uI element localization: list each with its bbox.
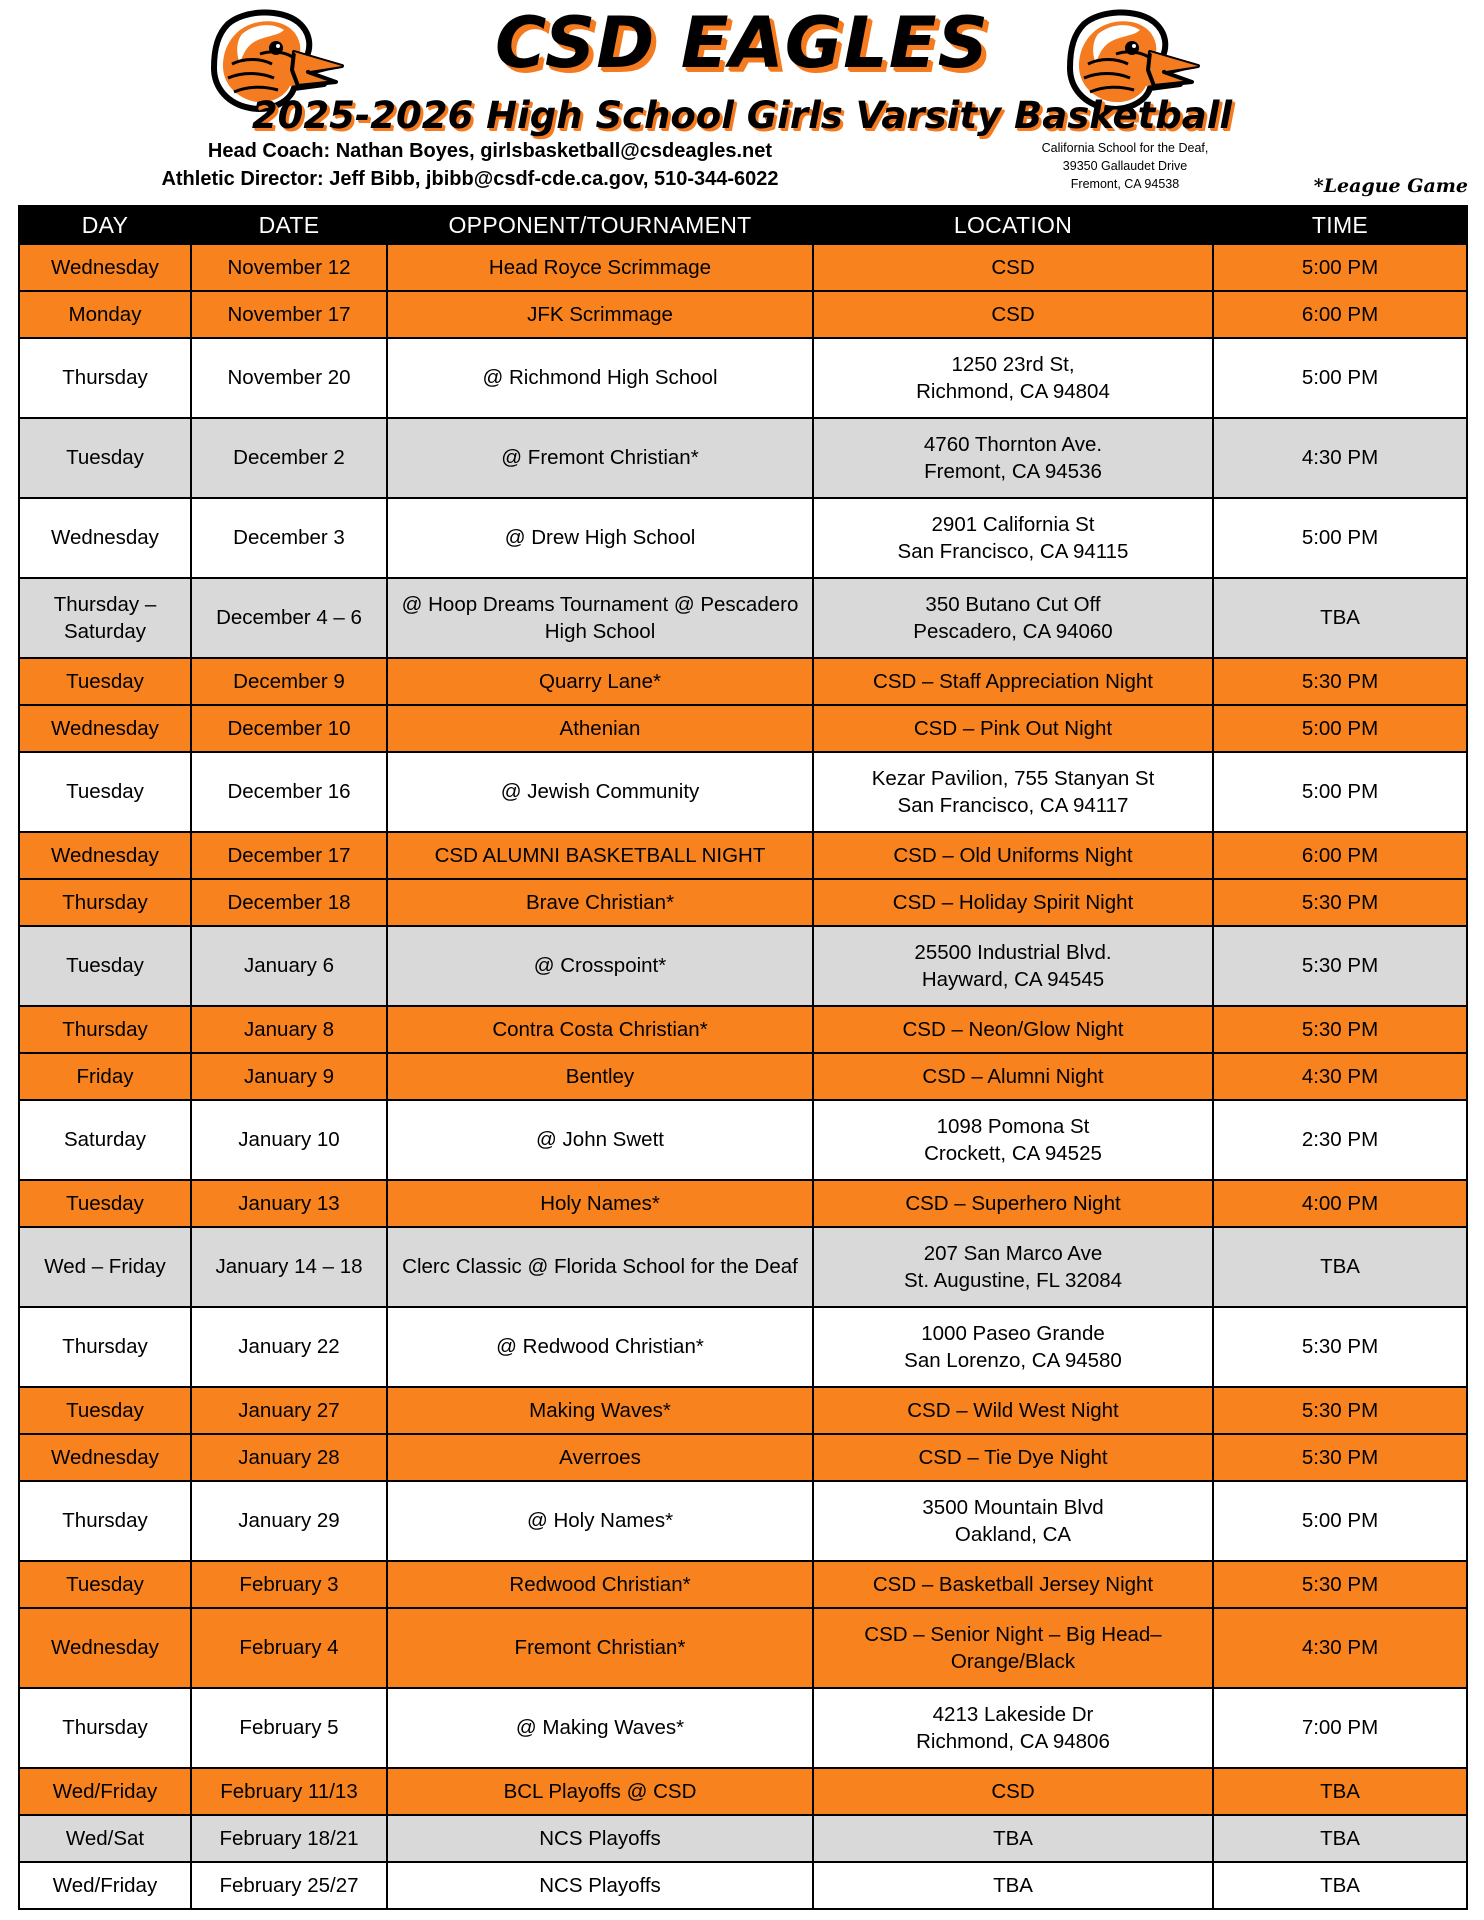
game-day-cell: Thursday — [19, 1006, 191, 1053]
game-location-cell: 1098 Pomona St Crockett, CA 94525 — [813, 1100, 1213, 1180]
game-date-cell: December 4 – 6 — [191, 578, 387, 658]
game-opponent-cell: @ Richmond High School — [387, 338, 813, 418]
game-location-cell: 350 Butano Cut Off Pescadero, CA 94060 — [813, 578, 1213, 658]
game-day-cell: Wed/Sat — [19, 1815, 191, 1862]
game-location-cell: CSD – Staff Appreciation Night — [813, 658, 1213, 705]
game-opponent-cell: Clerc Classic @ Florida School for the Deaf — [387, 1227, 813, 1307]
game-date-cell: January 10 — [191, 1100, 387, 1180]
game-location-cell: 1000 Paseo Grande San Lorenzo, CA 94580 — [813, 1307, 1213, 1387]
athletic-director-contact: Athletic Director: Jeff Bibb, jbibb@csdf-cde.ca.gov, 510-344-6022 — [161, 168, 779, 190]
game-date-cell: January 9 — [191, 1053, 387, 1100]
game-time-cell: 5:30 PM — [1213, 1387, 1467, 1434]
table-row — [19, 1053, 1467, 1100]
table-row — [19, 658, 1467, 705]
game-opponent-cell: Fremont Christian* — [387, 1608, 813, 1688]
table-row — [19, 1100, 1467, 1180]
game-opponent-cell: Holy Names* — [387, 1180, 813, 1227]
game-time-cell: 4:00 PM — [1213, 1180, 1467, 1227]
game-date-cell: December 9 — [191, 658, 387, 705]
column-header-day: DAY — [19, 206, 191, 244]
game-time-cell: 5:30 PM — [1213, 1434, 1467, 1481]
game-date-cell: January 22 — [191, 1307, 387, 1387]
game-location-cell: CSD – Tie Dye Night — [813, 1434, 1213, 1481]
game-time-cell: 5:30 PM — [1213, 1307, 1467, 1387]
table-row — [19, 418, 1467, 498]
game-date-cell: January 27 — [191, 1387, 387, 1434]
game-day-cell: Wednesday — [19, 498, 191, 578]
game-day-cell: Tuesday — [19, 1387, 191, 1434]
game-location-cell: TBA — [813, 1862, 1213, 1909]
game-date-cell: February 4 — [191, 1608, 387, 1688]
game-date-cell: December 18 — [191, 879, 387, 926]
table-head — [19, 206, 1467, 244]
table-row — [19, 1608, 1467, 1688]
game-location-cell: 4760 Thornton Ave. Fremont, CA 94536 — [813, 418, 1213, 498]
game-time-cell: 4:30 PM — [1213, 418, 1467, 498]
head-coach-contact: Head Coach: Nathan Boyes, girlsbasketball@csdeagles.net — [207, 140, 773, 162]
game-day-cell: Wednesday — [19, 1434, 191, 1481]
game-location-cell: 207 San Marco Ave St. Augustine, FL 32084 — [813, 1227, 1213, 1307]
table-row — [19, 1307, 1467, 1387]
game-date-cell: February 5 — [191, 1688, 387, 1768]
game-opponent-cell: CSD ALUMNI BASKETBALL NIGHT — [387, 832, 813, 879]
game-location-cell: CSD – Wild West Night — [813, 1387, 1213, 1434]
table-row — [19, 1180, 1467, 1227]
game-location-cell: TBA — [813, 1815, 1213, 1862]
game-time-cell: 5:30 PM — [1213, 658, 1467, 705]
game-location-cell: CSD – Basketball Jersey Night — [813, 1561, 1213, 1608]
game-day-cell: Tuesday — [19, 658, 191, 705]
game-time-cell: 2:30 PM — [1213, 1100, 1467, 1180]
season-title: 2025-2026 High School Girls Varsity Basketball — [251, 94, 1233, 137]
game-time-cell: 7:00 PM — [1213, 1688, 1467, 1768]
game-opponent-cell: @ Holy Names* — [387, 1481, 813, 1561]
game-location-cell: CSD – Senior Night – Big Head–Orange/Black — [813, 1608, 1213, 1688]
game-time-cell: 5:00 PM — [1213, 1481, 1467, 1561]
game-opponent-cell: @ Crosspoint* — [387, 926, 813, 1006]
game-time-cell: 5:30 PM — [1213, 1561, 1467, 1608]
column-header-opponent: OPPONENT/TOURNAMENT — [387, 206, 813, 244]
table-row — [19, 1434, 1467, 1481]
table-row — [19, 1387, 1467, 1434]
game-opponent-cell: @ Redwood Christian* — [387, 1307, 813, 1387]
table-row — [19, 705, 1467, 752]
game-date-cell: February 25/27 — [191, 1862, 387, 1909]
table-row — [19, 832, 1467, 879]
column-header-location: LOCATION — [813, 206, 1213, 244]
game-opponent-cell: Athenian — [387, 705, 813, 752]
game-opponent-cell: JFK Scrimmage — [387, 291, 813, 338]
game-location-cell: CSD – Superhero Night — [813, 1180, 1213, 1227]
game-day-cell: Wednesday — [19, 244, 191, 291]
game-location-cell: 3500 Mountain Blvd Oakland, CA — [813, 1481, 1213, 1561]
game-day-cell: Monday — [19, 291, 191, 338]
table-row — [19, 578, 1467, 658]
game-time-cell: TBA — [1213, 578, 1467, 658]
game-location-cell: CSD – Old Uniforms Night — [813, 832, 1213, 879]
game-day-cell: Wednesday — [19, 1608, 191, 1688]
game-location-cell: CSD – Neon/Glow Night — [813, 1006, 1213, 1053]
game-opponent-cell: BCL Playoffs @ CSD — [387, 1768, 813, 1815]
game-opponent-cell: NCS Playoffs — [387, 1815, 813, 1862]
game-opponent-cell: @ John Swett — [387, 1100, 813, 1180]
game-date-cell: December 3 — [191, 498, 387, 578]
page-header — [0, 0, 1484, 205]
game-opponent-cell: Redwood Christian* — [387, 1561, 813, 1608]
game-time-cell: 6:00 PM — [1213, 291, 1467, 338]
game-opponent-cell: NCS Playoffs — [387, 1862, 813, 1909]
game-location-cell: 25500 Industrial Blvd. Hayward, CA 94545 — [813, 926, 1213, 1006]
game-day-cell: Friday — [19, 1053, 191, 1100]
game-opponent-cell: Brave Christian* — [387, 879, 813, 926]
table-row — [19, 1481, 1467, 1561]
address-line-3: Fremont, CA 94538 — [1070, 176, 1180, 191]
table-row — [19, 752, 1467, 832]
address-line-1: California School for the Deaf, — [1041, 141, 1209, 155]
game-date-cell: November 17 — [191, 291, 387, 338]
game-date-cell: February 3 — [191, 1561, 387, 1608]
game-date-cell: November 12 — [191, 244, 387, 291]
game-date-cell: February 18/21 — [191, 1815, 387, 1862]
schedule-table — [18, 205, 1468, 1910]
game-date-cell: December 2 — [191, 418, 387, 498]
game-time-cell: 5:30 PM — [1213, 926, 1467, 1006]
game-location-cell: CSD — [813, 1768, 1213, 1815]
table-row — [19, 498, 1467, 578]
table-row — [19, 1815, 1467, 1862]
schedule-table-wrapper — [18, 205, 1466, 1910]
game-day-cell: Thursday — [19, 879, 191, 926]
game-opponent-cell: Contra Costa Christian* — [387, 1006, 813, 1053]
game-opponent-cell: @ Making Waves* — [387, 1688, 813, 1768]
game-time-cell: 5:00 PM — [1213, 498, 1467, 578]
table-body — [19, 244, 1467, 1909]
game-date-cell: December 16 — [191, 752, 387, 832]
game-opponent-cell: Making Waves* — [387, 1387, 813, 1434]
game-opponent-cell: Quarry Lane* — [387, 658, 813, 705]
table-row — [19, 879, 1467, 926]
game-location-cell: 1250 23rd St, Richmond, CA 94804 — [813, 338, 1213, 418]
table-row — [19, 338, 1467, 418]
table-row — [19, 1688, 1467, 1768]
game-date-cell: February 11/13 — [191, 1768, 387, 1815]
game-opponent-cell: Bentley — [387, 1053, 813, 1100]
game-opponent-cell: Averroes — [387, 1434, 813, 1481]
game-time-cell: 6:00 PM — [1213, 832, 1467, 879]
game-day-cell: Wed/Friday — [19, 1862, 191, 1909]
game-location-cell: CSD – Holiday Spirit Night — [813, 879, 1213, 926]
game-day-cell: Wednesday — [19, 832, 191, 879]
address-line-2: 39350 Gallaudet Drive — [1062, 158, 1188, 173]
game-location-cell: Kezar Pavilion, 755 Stanyan St San Francisco, CA 94117 — [813, 752, 1213, 832]
game-time-cell: 5:30 PM — [1213, 1006, 1467, 1053]
game-location-cell: 2901 California St San Francisco, CA 94115 — [813, 498, 1213, 578]
game-time-cell: TBA — [1213, 1227, 1467, 1307]
game-day-cell: Tuesday — [19, 926, 191, 1006]
table-row — [19, 1227, 1467, 1307]
table-row — [19, 926, 1467, 1006]
column-header-time: TIME — [1213, 206, 1467, 244]
game-location-cell: CSD — [813, 291, 1213, 338]
game-day-cell: Tuesday — [19, 752, 191, 832]
game-location-cell: CSD — [813, 244, 1213, 291]
game-location-cell: CSD – Pink Out Night — [813, 705, 1213, 752]
game-date-cell: January 8 — [191, 1006, 387, 1053]
game-day-cell: Wednesday — [19, 705, 191, 752]
game-day-cell: Thursday — [19, 1481, 191, 1561]
table-row — [19, 1006, 1467, 1053]
game-day-cell: Tuesday — [19, 1561, 191, 1608]
game-date-cell: January 29 — [191, 1481, 387, 1561]
game-day-cell: Saturday — [19, 1100, 191, 1180]
game-time-cell: 5:00 PM — [1213, 338, 1467, 418]
game-time-cell: TBA — [1213, 1815, 1467, 1862]
game-day-cell: Wed/Friday — [19, 1768, 191, 1815]
table-row — [19, 1768, 1467, 1815]
game-date-cell: January 14 – 18 — [191, 1227, 387, 1307]
game-time-cell: 5:00 PM — [1213, 705, 1467, 752]
game-opponent-cell: @ Hoop Dreams Tournament @ Pescadero High School — [387, 578, 813, 658]
game-opponent-cell: @ Drew High School — [387, 498, 813, 578]
game-day-cell: Thursday — [19, 1307, 191, 1387]
game-day-cell: Wed – Friday — [19, 1227, 191, 1307]
game-day-cell: Tuesday — [19, 418, 191, 498]
game-time-cell: 5:30 PM — [1213, 879, 1467, 926]
school-address — [1000, 140, 1250, 193]
game-day-cell: Thursday – Saturday — [19, 578, 191, 658]
table-row — [19, 1862, 1467, 1909]
game-day-cell: Thursday — [19, 1688, 191, 1768]
table-row — [19, 1561, 1467, 1608]
game-day-cell: Thursday — [19, 338, 191, 418]
game-location-cell: CSD – Alumni Night — [813, 1053, 1213, 1100]
table-row — [19, 291, 1467, 338]
game-opponent-cell: @ Jewish Community — [387, 752, 813, 832]
game-time-cell: 5:00 PM — [1213, 244, 1467, 291]
game-time-cell: TBA — [1213, 1862, 1467, 1909]
table-header-row — [19, 206, 1467, 244]
game-opponent-cell: Head Royce Scrimmage — [387, 244, 813, 291]
table-row — [19, 244, 1467, 291]
game-location-cell: 4213 Lakeside Dr Richmond, CA 94806 — [813, 1688, 1213, 1768]
game-date-cell: December 10 — [191, 705, 387, 752]
game-date-cell: January 28 — [191, 1434, 387, 1481]
game-date-cell: November 20 — [191, 338, 387, 418]
league-game-legend: *League Game — [1313, 175, 1468, 197]
team-title: CSD EAGLES — [494, 2, 990, 84]
game-day-cell: Tuesday — [19, 1180, 191, 1227]
game-time-cell: 5:00 PM — [1213, 752, 1467, 832]
game-time-cell: 4:30 PM — [1213, 1608, 1467, 1688]
game-date-cell: December 17 — [191, 832, 387, 879]
column-header-date: DATE — [191, 206, 387, 244]
game-time-cell: 4:30 PM — [1213, 1053, 1467, 1100]
game-opponent-cell: @ Fremont Christian* — [387, 418, 813, 498]
game-time-cell: TBA — [1213, 1768, 1467, 1815]
game-date-cell: January 6 — [191, 926, 387, 1006]
game-date-cell: January 13 — [191, 1180, 387, 1227]
